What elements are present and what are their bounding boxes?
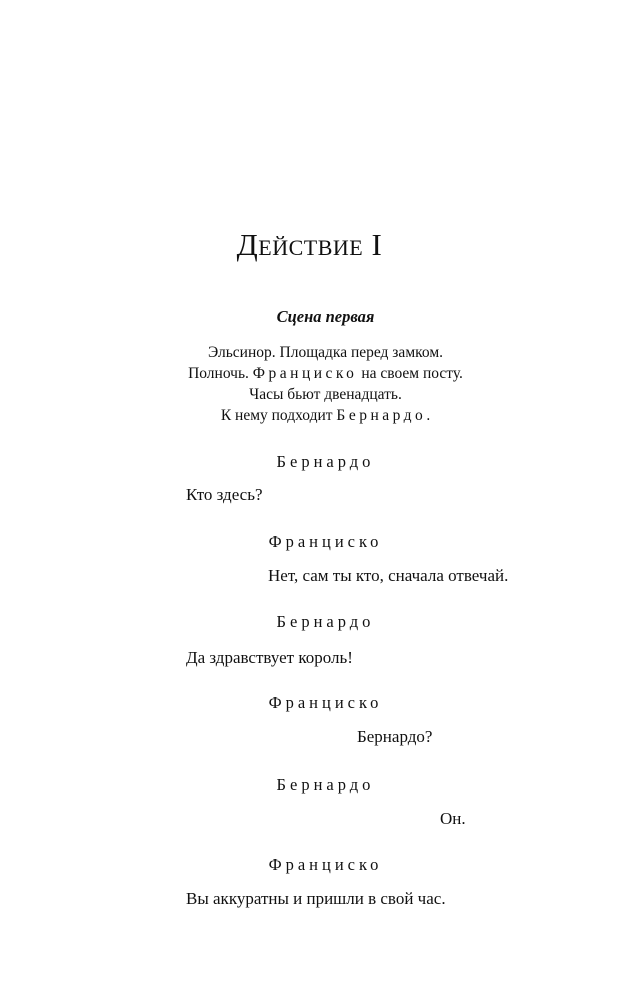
stage-direction-line: Часы бьют двенадцать. bbox=[249, 386, 402, 403]
speaker-name: Бернардо bbox=[276, 775, 375, 794]
character-name: Бернардо bbox=[336, 407, 427, 424]
speech-line: Вы аккуратны и пришли в свой час. bbox=[186, 889, 446, 908]
stage-direction-line bbox=[0, 363, 619, 384]
stage-direction bbox=[0, 342, 619, 426]
speaker-name: Франциско bbox=[268, 855, 383, 874]
stage-direction-text: Полночь. bbox=[188, 365, 253, 382]
speech-line: Он. bbox=[440, 809, 466, 828]
stage-direction-line bbox=[0, 405, 619, 426]
stage-direction-text: . bbox=[426, 407, 431, 424]
speaker-name: Бернардо bbox=[276, 612, 375, 631]
character-name: Франциско bbox=[252, 365, 358, 382]
speaker-name: Франциско bbox=[268, 693, 383, 712]
stage-direction-text: на своем посту. bbox=[357, 365, 463, 382]
speech-line: Кто здесь? bbox=[186, 485, 263, 504]
scene-title: Сцена первая bbox=[276, 307, 375, 326]
speaker-name: Бернардо bbox=[276, 452, 375, 471]
speech-line: Нет, сам ты кто, сначала отвечай. bbox=[268, 566, 509, 585]
speech-line: Да здравствует король! bbox=[186, 648, 353, 667]
stage-direction-line: Эльсинор. Площадка перед замком. bbox=[207, 344, 444, 361]
stage-direction-text: К нему подходит bbox=[220, 407, 337, 424]
speaker-name: Франциско bbox=[268, 532, 383, 551]
speech-line: Бернардо? bbox=[357, 727, 433, 746]
act-title: Действие I bbox=[236, 227, 383, 262]
